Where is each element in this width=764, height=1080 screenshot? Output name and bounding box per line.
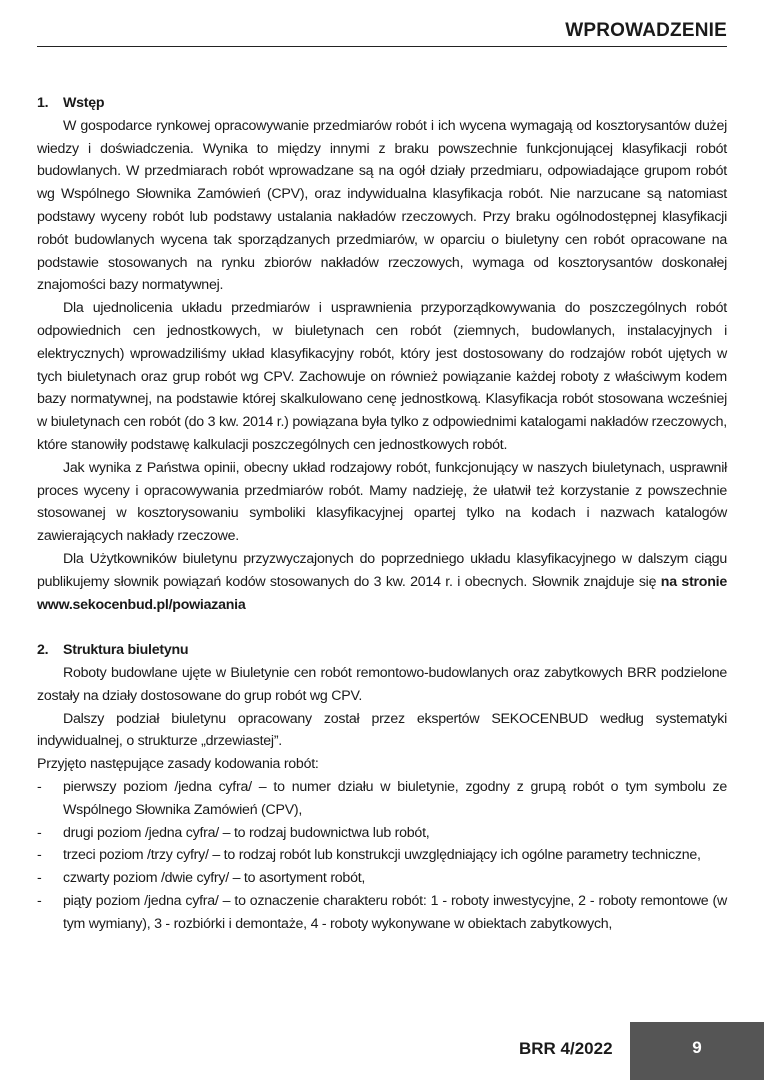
paragraph: W gospodarce rynkowej opracowywanie przedmiarów robót i ich wycena wymagają od kosztorysantów dużej wiedzy i doświadczenia. Wynika to między innymi z braku powszechnie funkcjonującej klasyfikacji robót budowlanych. W przedmiarach robót wprowadzane są na ogół działy przedmiaru, odpowiadające grupom robót wg Wspólnego Słownika Zamówień (CPV), oraz indywidualna klasyfikacja robót. Nie narzucane są natomiast podstawy wyceny robót lub podstawy ustalania nakładów rzeczowych. Przy braku ogólnodostępnej klasyfikacji robót budowlanych wycena tak sporządzanych przedmiarów, w oparciu o biuletyny cen robót opracowane na podstawie stosowanych na rynku zbiorów nakładów rzeczowych, wymaga od kosztorysantów doskonałej znajomości bazy normatywnej. (37, 117, 727, 294)
page-number: 9 (692, 1038, 702, 1057)
list-item (37, 890, 727, 936)
list-item-text: trzeci poziom /trzy cyfry/ – to rodzaj robót lub konstrukcji uwzględniający ich ogólne parametry techniczne, (63, 847, 701, 864)
list-item (37, 867, 727, 890)
section-title-text: Struktura biuletynu (63, 642, 189, 659)
list-item-text: piąty poziom /jedna cyfra/ – to oznaczenie charakteru robót: 1 - roboty inwestycyjne, 2 - roboty remontowe (w tym wymiany), 3 - rozbiórki i demontaże, 4 - roboty wykonywane w obiektach zabytkowych, (63, 892, 727, 932)
section-number: 2. (37, 642, 49, 659)
paragraph: Roboty budowlane ujęte w Biuletynie cen robót remontowo-budowlanych oraz zabytkowych BRR podzielone zostały na działy dostosowane do grup robót wg CPV. (37, 664, 727, 704)
paragraph: Jak wynika z Państwa opinii, obecny układ rodzajowy robót, funkcjonujący w naszych biuletynach, usprawnił proces wyceny i opracowywania przedmiarów robót. Mamy nadzieję, że ułatwił też korzystanie z powszechnie stosowanej w kosztorysowaniu symboliki klasyfikacyjnej opartej tylko na kodach i nazwach katalogów zawierających nakłady rzeczowe. (37, 459, 727, 545)
paragraph (37, 548, 727, 616)
list-item (37, 776, 727, 822)
website-link[interactable]: na stronie www.sekocenbud.pl/powiazania (37, 573, 727, 613)
section-title-text: Wstęp (63, 95, 105, 111)
issue-label: BRR 4/2022 (519, 1039, 613, 1058)
section-number: 1. (37, 95, 49, 111)
dash-bullet: - (37, 892, 42, 909)
page-content (37, 92, 727, 935)
dash-bullet: - (37, 778, 42, 795)
rules-intro: Przyjęto następujące zasady kodowania robót: (37, 756, 319, 773)
section-heading-1 (37, 92, 727, 115)
coding-rules-list (37, 776, 727, 936)
paragraph-text: Dla Użytkowników biuletynu przyzwyczajonych do poprzedniego układu klasyfikacyjnego w dalszym ciągu publikujemy słownik powiązań kodów stosowanych do 3 kw. 2014 r. i obecnych. Słownik znajduje się (37, 550, 727, 590)
page-number-box (630, 1022, 764, 1080)
list-item (37, 822, 727, 845)
list-item-text: drugi poziom /jedna cyfra/ – to rodzaj budownictwa lub robót, (63, 824, 430, 841)
section-title: WPROWADZENIE (565, 20, 727, 41)
page-header (37, 20, 727, 47)
paragraph: Dalszy podział biuletynu opracowany został przez ekspertów SEKOCENBUD według systematyki indywidualnej, o strukturze „drzewiastej”. (37, 710, 727, 750)
dash-bullet: - (37, 870, 42, 887)
dash-bullet: - (37, 824, 42, 841)
dash-bullet: - (37, 847, 42, 864)
list-item-text: pierwszy poziom /jedna cyfra/ – to numer działu w biuletynie, zgodny z grupą robót o tym symbolu ze Wspólnego Słownika Zamówień (CPV), (63, 778, 727, 818)
list-item-text: czwarty poziom /dwie cyfry/ – to asortyment robót, (63, 870, 366, 887)
list-item (37, 844, 727, 867)
spacer (37, 616, 727, 639)
paragraph: Dla ujednolicenia układu przedmiarów i usprawnienia przyporządkowywania do poszczególnych robót odpowiednich cen jednostkowych, w biuletynach cen robót (ziemnych, budowlanych, instalacyjnych i elektrycznych) wprowadziliśmy układ klasyfikacyjny robót, który jest dostosowany do rodzajów robót ujętych w tych biuletynach oraz grup robót wg CPV. Zachowuje on również powiązanie każdej roboty z właściwym kodem bazy normatywnej, na podstawie której skalkulowano cenę jednostkową. Klasyfikacja robót stosowana wcześniej w biuletynach cen robót (do 3 kw. 2014 r.) powiązana była tylko z odpowiednimi katalogami nakładów rzeczowych, które stanowiły podstawę kalkulacji poszczególnych cen jednostkowych robót. (37, 300, 727, 453)
section-heading-2 (37, 639, 727, 662)
